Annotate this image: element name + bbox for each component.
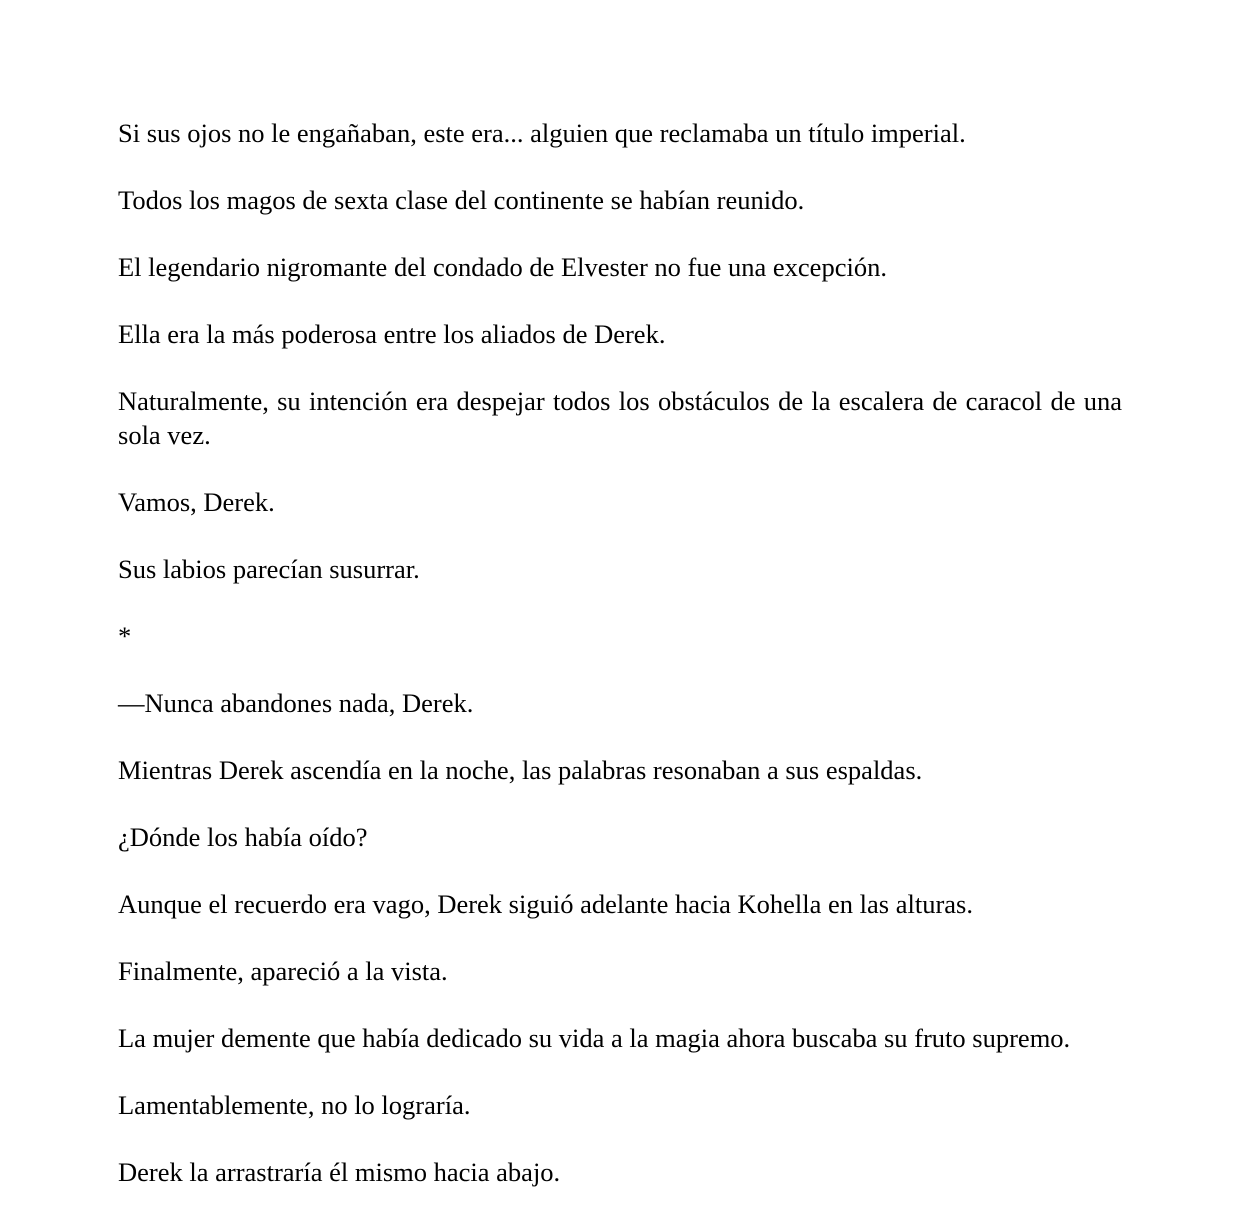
paragraph: Todos los magos de sexta clase del continente se habían reunido. xyxy=(118,185,805,215)
paragraph: El legendario nigromante del condado de Elvester no fue una excepción. xyxy=(118,252,887,282)
dialogue-paragraph: —Nunca abandones nada, Derek. xyxy=(118,688,474,718)
paragraph: Sus labios parecían susurrar. xyxy=(118,554,420,584)
paragraph: Derek la arrastraría él mismo hacia abajo. xyxy=(118,1157,561,1187)
paragraph: Ella era la más poderosa entre los aliados de Derek. xyxy=(118,319,666,349)
paragraph: Si sus ojos no le engañaban, este era... alguien que reclamaba un título imperial. xyxy=(118,118,966,148)
paragraph: Naturalmente, su intención era despejar todos los obstáculos de la escalera de caracol de una sola vez. xyxy=(118,386,1122,450)
paragraph: Vamos, Derek. xyxy=(118,487,275,517)
paragraph: Mientras Derek ascendía en la noche, las palabras resonaban a sus espaldas. xyxy=(118,755,923,785)
text-column xyxy=(118,116,1122,1222)
scene-break: * xyxy=(118,621,132,651)
paragraph: ¿Dónde los había oído? xyxy=(118,822,368,852)
paragraph: Aunque el recuerdo era vago, Derek siguió adelante hacia Kohella en las alturas. xyxy=(118,889,973,919)
paragraph: Lamentablemente, no lo lograría. xyxy=(118,1090,471,1120)
paragraph: La mujer demente que había dedicado su vida a la magia ahora buscaba su fruto supremo. xyxy=(118,1023,1071,1053)
paragraph: Finalmente, apareció a la vista. xyxy=(118,956,448,986)
